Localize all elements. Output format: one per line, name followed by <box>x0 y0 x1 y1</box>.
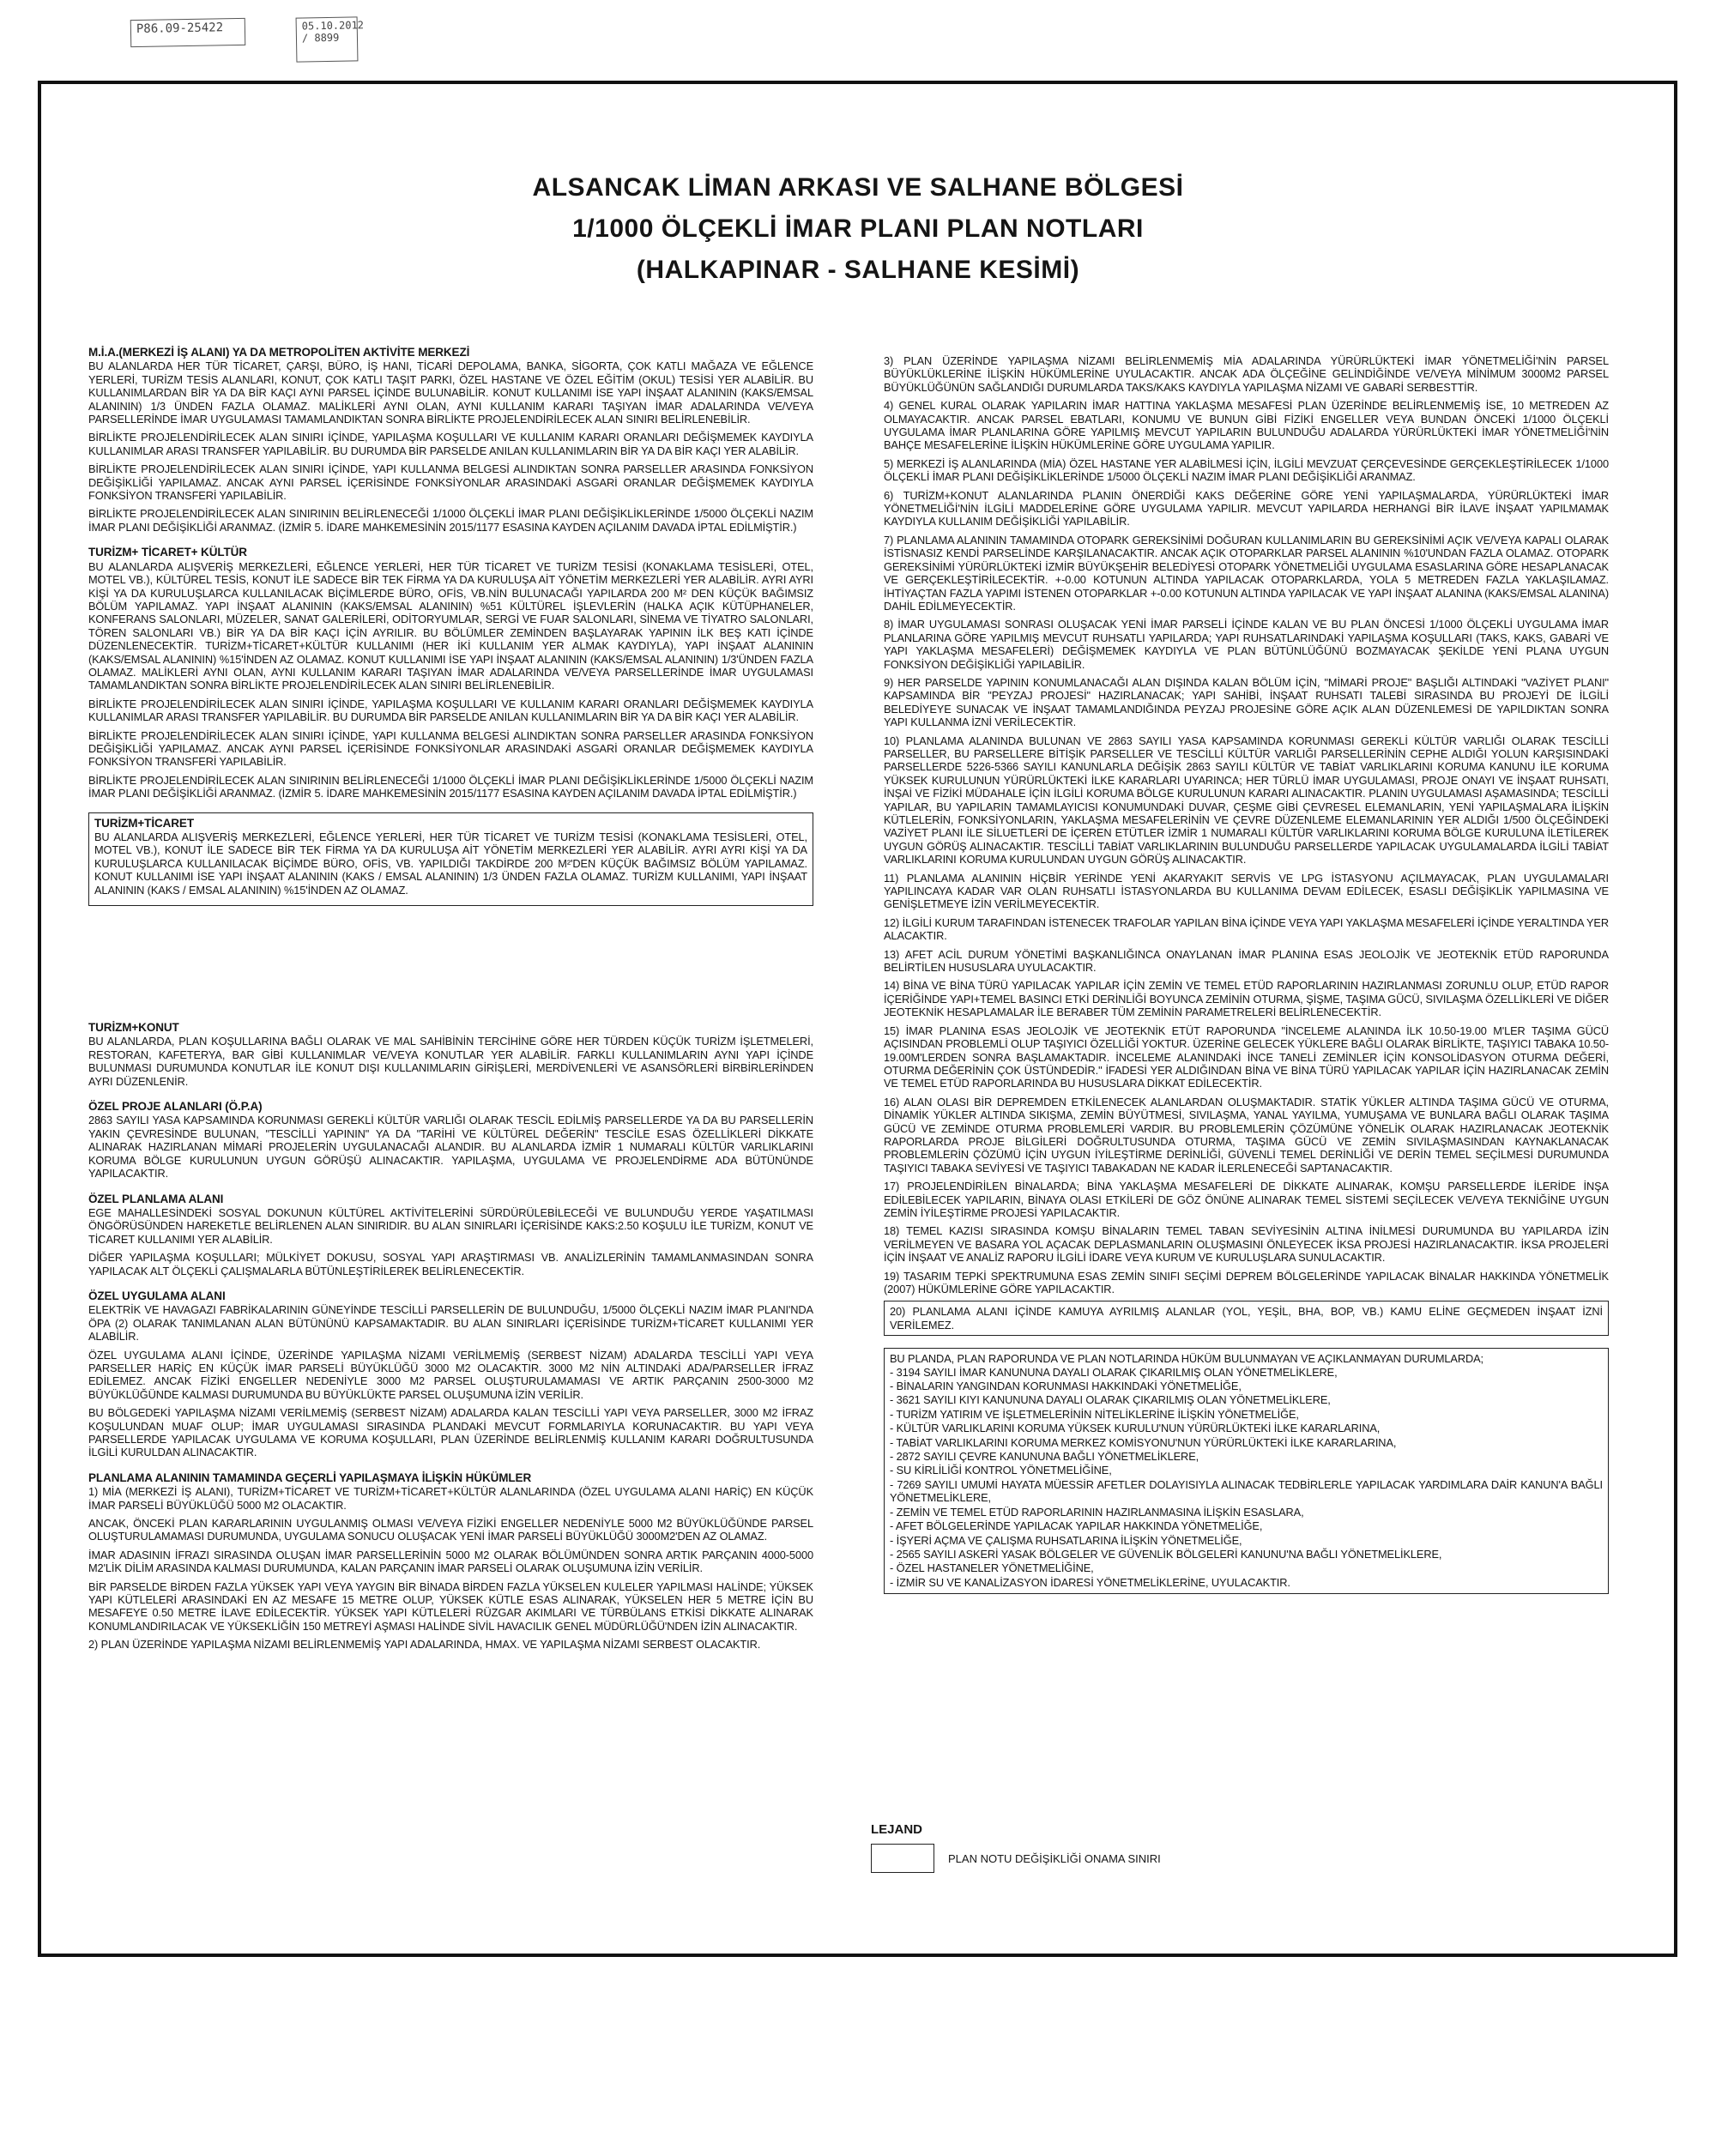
paragraph: ANCAK, ÖNCEKİ PLAN KARARLARININ UYGULANMIŞ OLMASI VE/VEYA FİZİKİ ENGELLER NEDENİYLE 5000 M2 BÜYÜKLÜĞÜNDE PARSEL OLUŞTURULAMAMASI DURUMUNDA, UYGULAMA SONUCU OLUŞACAK YENİ İMAR PARSELİ BÜYÜKLÜĞÜ 3000M2'DEN AZ OLAMAZ. <box>88 1517 813 1543</box>
list-item: - SU KİRLİLİĞİ KONTROL YÖNETMELİĞİNE, <box>890 1464 1112 1477</box>
date-stamp: 05.10.2012 / 8899 <box>296 16 359 62</box>
list-item: - 2872 SAYILI ÇEVRE KANUNUNA BAĞLI YÖNETMELİKLERE, <box>890 1450 1199 1464</box>
section-genel-hukumler <box>88 1471 813 1652</box>
paragraph: DİĞER YAPILAŞMA KOŞULLARI; MÜLKİYET DOKUSU, SOSYAL YAPI ARAŞTIRMASI VB. ANALİZLERİNİN TAMAMLANMASINDAN SONRA YAPILACAK ALT ÖLÇEKLİ ÇALIŞMALARLA BÜTÜNLEŞTİRİLEREK BELİRLENECEKTİR. <box>88 1251 813 1277</box>
plan-note-13: 13) AFET ACİL DURUM YÖNETİMİ BAŞKANLIĞINCA ONAYLANAN İMAR PLANINA ESAS JEOLOJİK VE JEOTEKNİK ETÜD RAPORUNDA BELİRTİLEN HUSUSLARA UYULACAKTIR. <box>884 947 1609 975</box>
plan-note-12: 12) İLGİLİ KURUM TARAFINDAN İSTENECEK TRAFOLAR YAPILAN BİNA İÇİNDE VEYA YAPI YAKLAŞMA MESAFELERİ İÇİNDE YERALTINDA YER ALACAKTIR. <box>884 915 1609 943</box>
plan-note-15: 15) İMAR PLANINA ESAS JEOLOJİK VE JEOTEKNİK ETÜT RAPORUNDA "İNCELEME ALANINDA İLK 10.50-19.00 M'LER TAŞIMA GÜCÜ AÇISINDAN PROBLEMLİ OLUP TAŞIYICI ÖZELLİĞİ YOKTUR. ÜZERİNE GELECEK YÜKLERE BAĞLI OLARAK BİRLİKTE, TAŞIYICI TABAKA 10.50-19.00M'LERDEN SONRA BAŞLAMAKTADIR. İNCELEME ALANINDAKİ İNCE TANELİ ZEMİNLER İÇİN KONSOLİDASYON OTURMA DEĞERİ, OTURMA DEĞERİNİN ÇOK ÜSTÜNDEDİR." İFADESİ YER ALDIĞINDAN BİNA VE BİNA TÜRÜ YAPILACAK YAPILAR İÇİN HAZIRLANACAK ZEMİN VE TEMEL ETÜD RAPORLARINDA BU HUSUSLARA DİKKAT EDİLECEKTİR. <box>884 1024 1609 1090</box>
right-column <box>884 354 1609 1606</box>
section-turizm-ticaret-kultur <box>88 546 813 800</box>
page-title <box>0 167 1716 291</box>
paragraph: BİRLİKTE PROJELENDİRİLECEK ALAN SINIRI İÇİNDE, YAPILAŞMA KOŞULLARI VE KULLANIM KARARI ORANLARI DEĞİŞMEMEK KAYDIYLA KULLANIMLAR ARASI TRANSFER YAPILABİLİR. BU DURUMDA BİR PARSELDE ANILAN KULLANIMLARIN BİR YA DA BİR KAÇI YER ALABİLİR. <box>88 697 813 724</box>
list-item: - ZEMİN VE TEMEL ETÜD RAPORLARININ HAZIRLANMASINA İLİŞKİN ESASLARA, <box>890 1505 1304 1519</box>
plan-note-5: 5) MERKEZİ İŞ ALANLARINDA (MİA) ÖZEL HASTANE YER ALABİLMESİ İÇİN, İLGİLİ MEVZUAT ÇERÇEVESİNDE GERÇEKLEŞTİRİLECEK 1/1000 ÖLÇEKLİ İMAR PLANI DEĞİŞİKLİKLERİNDE 1/5000 ÖLÇEKLİ NAZIM İMAR PLANI DEĞİŞİKLİĞİ ARANMAZ. <box>884 456 1609 484</box>
spacer <box>88 918 813 1021</box>
paragraph: ELEKTRİK VE HAVAGAZI FABRİKALARININ GÜNEYİNDE TESCİLLİ PARSELLERİN DE BULUNDUĞU, 1/5000 ÖLÇEKLİ NAZIM İMAR PLANI'NDA ÖPA (2) OLARAK TANIMLANAN ALAN BÜTÜNÜNÜ KAPSAMAKTADIR. BU ALAN SINIRLARI İÇERİSİNDE TURİZM+TİCARET KULLANIMI YER ALABİLİR. <box>88 1303 813 1344</box>
plan-note-20: 20) PLANLAMA ALANI İÇİNDE KAMUYA AYRILMIŞ ALANLAR (YOL, YEŞİL, BHA, BOP, VB.) KAMU ELİNE GEÇMEDEN İNŞAAT İZNİ VERİLEMEZ. <box>890 1305 1603 1332</box>
section-heading: TURİZM+KONUT <box>88 1021 179 1035</box>
archive-stamp: P86.09-25422 <box>130 18 246 47</box>
paragraph: 2) PLAN ÜZERİNDE YAPILAŞMA NİZAMI BELİRLENMEMİŞ YAPI ADALARINDA, HMAX. VE YAPILAŞMA NİZAMI SERBEST OLACAKTIR. <box>88 1638 761 1652</box>
paragraph: BİR PARSELDE BİRDEN FAZLA YÜKSEK YAPI VEYA YAYGIN BİR BİNADA BİRDEN FAZLA YÜKSELEN KULELER YAPILMASI HALİNDE; YÜKSEK YAPI KÜTLELERİ ARASINDAKİ EN AZ MESAFE 15 METRE OLUP, YÜKSEK KÜTLE ESAS ALINARAK, YÜKSELEN HER 5 METRE İÇİN BU MESAFEYE 0.50 METRE İLAVE EDİLECEKTİR. YÜKSEK YAPI KÜTLELERİ RÜZGAR AKIMLARI VE TÜRBÜLANS ETKİSİ DİKKATE ALINARAK KONUMLANDIRILACAK VE YÜKSEKLİĞİN 150 METREYİ AŞMASI HALİNDE SİVİL HAVACILIK GENEL MÜDÜRLÜĞÜ'NDEN İZİN ALINACAKTIR. <box>88 1579 813 1633</box>
plan-note-19: 19) TASARIM TEPKİ SPEKTRUMUNA ESAS ZEMİN SINIFI SEÇİMİ DEPREM BÖLGELERİNDE YAPILACAK BİNALAR HAKKINDA YÖNETMELİK (2007) HÜKÜMLERİNE GÖRE YAPILACAKTIR. <box>884 1269 1609 1295</box>
paragraph: BİRLİKTE PROJELENDİRİLECEK ALAN SINIRI İÇİNDE, YAPILAŞMA KOŞULLARI VE KULLANIM KARARI ORANLARI DEĞİŞMEMEK KAYDIYLA KULLANIMLAR ARASI TRANSFER YAPILABİLİR. BU DURUMDA BİR PARSELDE ANILAN KULLANIMLARIN BİR YA DA BİR KAÇI YER ALABİLİR. <box>88 431 813 457</box>
paragraph: 2863 SAYILI YASA KAPSAMINDA KORUNMASI GEREKLİ KÜLTÜR VARLIĞI OLARAK TESCİL EDİLMİŞ PARSELLERDE YA DA BU PARSELLERİN YAKIN ÇEVRESİNDE BULUNAN, "TESCİLLİ YAPININ" YA DA "TARİHİ VE KÜLTÜREL DEĞERİN" TESCİLE ESAS ÖZELLİKLERİ DİKKATE ALINARAK HAZIRLANAN MİMARİ PROJELERİN UYGULANACAĞI ALANDIR. BU ALANLARDA İZMİR 1 NUMARALI KÜLTÜR VARLIKLARINI KORUMA BÖLGE KURULUNUN UYGUN GÖRÜŞÜ ALINACAKTIR. YAPILAŞMA, UYGULAMA VE PROJELENDİRME ADA BÜTÜNÜNDE YAPILACAKTIR. <box>88 1114 813 1181</box>
plan-note-7: 7) PLANLAMA ALANININ TAMAMINDA OTOPARK GEREKSİNİMİ DOĞURAN KULLANIMLARIN BU GEREKSİNİMİ AÇIK VE/VEYA KAPALI OLARAK İSTİSNASIZ KENDİ PARSELİNDE KARŞILANACAKTIR. ANCAK AÇIK OTOPARKLAR PARSEL ALANININ %10'UNDAN FAZLA OLAMAZ. OTOPARK GEREKSİNİMİ YÜRÜRLÜKTEKİ İZMİR BÜYÜKŞEHİR BELEDİYESİ OTOPARK YÖNETMELİĞİ UYGULAMA ESASLARINA GÖRE HESAPLANACAK VE GERÇEKLEŞTİRİLECEKTİR. +-0.00 KOTUNUN ALTINDA YAPILACAK OTOPARKLARDA, YOLA 5 METREDEN FAZLA YAKLAŞILAMAZ. İHTİYAÇTAN FAZLA YAPIMI İSTENEN OTOPARKLAR +-0.00 KOTUNUN ALTINDA YAPILACAK VE YAPI İNŞAAT ALANINA (KAKS/EMSAL ALANINA) DAHİL EDİLMEYECEKTİR. <box>884 533 1609 613</box>
regulations-intro: BU PLANDA, PLAN RAPORUNDA VE PLAN NOTLARINDA HÜKÜM BULUNMAYAN VE AÇIKLANMAYAN DURUMLARDA; <box>890 1352 1484 1366</box>
plan-note-18: 18) TEMEL KAZISI SIRASINDA KOMŞU BİNALARIN TEMEL TABAN SEVİYESİNİN ALTINA İNİLMESİ DURUMUNDA BU YAPILARDA İZİN VERİLMEYEN VE BASARA YOL AÇACAK DEPLASMANLARIN OLUŞMASINI ÖNLEYECEK İKSA PROJESİ HAZIRLANACAKTIR. İKSA PROJELERİ İÇİN İNŞAAT VE ANALİZ RAPORU İLGİLİ İDARE VEYA KURUM VE KURULUŞLARA SUNULACAKTIR. <box>884 1224 1609 1265</box>
legend-label: PLAN NOTU DEĞİŞİKLİĞİ ONAMA SINIRI <box>948 1851 1161 1865</box>
list-item: - 7269 SAYILI UMUMİ HAYATA MÜESSİR AFETLER DOLAYISIYLA ALINACAK TEDBİRLERLE YAPILACAK YARDIMLARA DAİR KANUN'A BAĞLI YÖNETMELİKLERE, <box>890 1477 1603 1505</box>
title-line-1: ALSANCAK LİMAN ARKASI VE SALHANE BÖLGESİ <box>532 173 1184 202</box>
legend-title: LEJAND <box>871 1822 923 1837</box>
list-item: - TURİZM YATIRIM VE İŞLETMELERİNİN NİTELİKLERİNE İLİŞKİN YÖNETMELİĞE, <box>890 1407 1299 1421</box>
list-item: - BİNALARIN YANGINDAN KORUNMASI HAKKINDAKİ YÖNETMELİĞE, <box>890 1380 1242 1393</box>
legend-row <box>871 1844 1161 1873</box>
plan-note-17: 17) PROJELENDİRİLEN BİNALARDA; BİNA YAKLAŞMA MESAFELERİ DE DİKKATE ALINARAK, KOMŞU PARSELLERDE İLERİDE İNŞA EDİLEBİLECEK YAPILARIN, BİNAYA OLASI ETKİLERİ DE GÖZ ÖNÜNE ALINARAK TEMEL SİSTEMİ SEÇİLECEK VE/VEYA TEKNİĞİNE UYGUN ZEMİN İYİLEŞTİRME PROJESİ YAPILACAKTIR. <box>884 1180 1609 1219</box>
title-line-3: (HALKAPINAR - SALHANE KESİMİ) <box>636 256 1080 284</box>
section-heading: TURİZM+ TİCARET+ KÜLTÜR <box>88 546 247 559</box>
section-turizm-konut <box>88 1021 813 1088</box>
section-ozel-uygulama-alani <box>88 1289 813 1459</box>
plan-note-10: 10) PLANLAMA ALANINDA BULUNAN VE 2863 SAYILI YASA KAPSAMINDA KORUNMASI GEREKLİ KÜLTÜR VARLIĞI OLARAK TESCİLLİ PARSELLER, BU PARSELLERE BİTİŞİK PARSELLER VE TESCİLLİ KÜLTÜR VARLIĞI PARSELLERİNİN CEPHE ALDIĞI YOLUN KARŞISINDAKİ PARSELLERDE 5226-5366 SAYILI KANUNLARLA DEĞİŞİK 2863 SAYILI KÜLTÜR VE TABİAT VARLIKLARINI KORUMA KANUNU İLE KORUMA YÜKSEK KURULUNUN YÜRÜRLÜKTEKİ İLKE KARARLARI UYARINCA; HER TÜRLÜ İMAR UYGULAMASI, PROJE ONAYI VE İNŞAAT RUHSATI, İNŞAİ VE FİZİKİ MÜDAHALE İÇİN İLGİLİ KORUMA BÖLGE KURULUNUN KARARI ALINACAKTIR. PLANIN UYGULAMASI AŞAMASINDA; TESCİLLİ YAPILAR, BU YAPILARIN TAMAMLAYICISI KONUMUNDAKİ DUVAR, ÇEŞME GİBİ ÇEVRESEL ELEMANLARIN, YENİ YAPILAŞMALARA İLİŞKİN KÜTLELERİN, FONKSİYONLARIN, YAKLAŞMA MESAFELERİNİN VE ÇEVRE DÜZENLEME ELEMANLARININ YER ALDIĞI 1/500 ÖLÇEĞİNDEKİ VAZİYET PLANI İLE SİLUETLERİ DE İÇEREN ETÜTLER İZMİR 1 NUMARALI KÜLTÜR VARLIKLARINI KORUMA BÖLGE KURULUNA İLETİLEREK UYGUN GÖRÜŞ ALINACAKTIR. TESCİLLİ TABİAT VARLIKLARININ BULUNDUĞU PARSELLERDE YAPILACAK UYGULAMALARDA İLGİLİ TABİAT VARLIKLARINI KORUMA KURULUNDAN UYGUN GÖRÜŞ ALINACAKTIR. <box>884 734 1609 867</box>
boundary-swatch-icon <box>871 1844 934 1873</box>
paragraph: İMAR ADASININ İFRAZI SIRASINDA OLUŞAN İMAR PARSELLERİNİN 5000 M2 OLARAK BÖLÜMÜNDEN SONRA ARTIK PARÇANIN 4000-5000 M2'LİK DİLİM ARASINDA KALMASI DURUMUNDA, KALAN PARÇANIN İMAR PARSELİ OLARAK OLUŞUMUNA İZİN VERİLİR. <box>88 1548 813 1575</box>
plan-note-8: 8) İMAR UYGULAMASI SONRASI OLUŞACAK YENİ İMAR PARSELİ İÇİNDE KALAN VE BU PLAN ÖNCESİ 1/1000 ÖLÇEKLİ UYGULAMA İMAR PLANLARINA GÖRE YAPILMIŞ MEVCUT RUHSATLI YAPILARDA; YAPI RUHSATLARINDAKİ YAPILAŞMA KOŞULLARI (TAKS, KAKS, GABARİ VE YAPI YAKLAŞMA MESAFELERİ) DEĞİŞMEMEK KAYDIYLA VE PLAN BÜTÜNLÜĞÜNÜ BOZMAYACAK ŞEKİLDE YENİ PLANA UYGUN FONKSİYON DEĞİŞİKLİĞİ YAPILABİLİR. <box>884 618 1609 671</box>
list-item: - 2565 SAYILI ASKERİ YASAK BÖLGELER VE GÜVENLİK BÖLGELERİ KANUNU'NA BAĞLI YÖNETMELİKLERE, <box>890 1547 1442 1561</box>
section-heading: M.İ.A.(MERKEZİ İŞ ALANI) YA DA METROPOLİTEN AKTİVİTE MERKEZİ <box>88 346 470 359</box>
section-mia <box>88 346 813 534</box>
section-ozel-planlama-alani <box>88 1193 813 1277</box>
paragraph: BİRLİKTE PROJELENDİRİLECEK ALAN SINIRININ BELİRLENECEĞİ 1/1000 ÖLÇEKLİ İMAR PLANI DEĞİŞİKLİKLERİNDE 1/5000 ÖLÇEKLİ NAZIM İMAR PLANI DEĞİŞİKLİĞİ ARANMAZ. (İZMİR 5. İDARE MAHKEMESİNİN 2015/1177 ESASINA KAYDEN AÇILANIM DAVADA İPTAL EDİLMİŞTİR.) <box>88 773 813 800</box>
plan-note-14: 14) BİNA VE BİNA TÜRÜ YAPILACAK YAPILAR İÇİN ZEMİN VE TEMEL ETÜD RAPORLARININ HAZIRLANMASI ZORUNLU OLUP, ETÜD RAPOR İÇERİĞİNDE YAPI+TEMEL BASINCI ETKİ DERİNLİĞİ BOYUNCA ZEMİNİN OTURMA, ŞİŞME, TAŞIMA GÜCÜ, SIVILAŞMA ÖZELLİKLERİ VE DİĞER JEOTEKNİK HESAPLAMALAR İLE BERABER TÜM ZEMİNİN PARAMETRELERİ BELİRLENECEKTİR. <box>884 979 1609 1019</box>
paragraph: BU ALANLARDA ALIŞVERİŞ MERKEZLERİ, EĞLENCE YERLERİ, HER TÜR TİCARET VE TURİZM TESİSİ (KONAKLAMA TESİSLERİ, OTEL, MOTEL VB.), KÜLTÜREL TESİS, KONUT İLE SADECE BİR TEK FİRMA YA DA KURULUŞA AİT YÖNETİM MERKEZLERİ YER ALABİLİR. AYRI AYRI KİŞİ YA DA KURULUŞLARCA KULLANILACAK BİÇİMLERDE BÜRO, OFİS, VB.NİN BULUNACAĞI YAPILARDA 200 M² DEN KÜÇÜK BAĞIMSIZ BÖLÜM YAPILAMAZ. YAPI İNŞAAT ALANININ (KAKS/EMSAL ALANININ) %51 KÜLTÜREL İŞLEVLERİN (HALKA AÇIK KÜTÜPHANELER, KONFERANS SALONLARI, MÜZELER, SANAT GALERİLERİ, ODİTORYUMLAR, SERGİ VE FUAR SALONLARI, SİNEMA VE TİYATRO SALONLARI, TÖREN SALONLARI VB.) BİR YA DA BİR KAÇI İÇİN AYRILIR. BU BÖLÜMLER ZEMİNDEN BAŞLAYARAK YAPININ İLK BEŞ KATI İÇİNDE DÜZENLENECEKTİR. TURİZM+TİCARET+KÜLTÜR KULLANIMI (HER İKİ KULLANIM YER ALMAK KAYDIYLA), YAPI İNŞAAT ALANININ (KAKS/EMSAL ALANININ) %15'İNDEN AZ OLAMAZ. KONUT KULLANIMI İSE YAPI İNŞAAT ALANININ (KAKS/EMSAL ALANININ) 1/3'ÜNDEN FAZLA OLAMAZ. MALİKLERİ AYNI OLAN, AYNI KULLANIM KARARI TAŞIYAN İMAR ADALARINDA VE/VEYA PARSELLERİNDE İMAR UYGULAMASI TAMAMLANDIKTAN SONRA BİRLİKTE PROJELENDİRİLECEK ALAN SINIRI BELİRLENEBİLİR. <box>88 559 813 692</box>
section-heading: ÖZEL PLANLAMA ALANI <box>88 1192 224 1205</box>
plan-note-9: 9) HER PARSELDE YAPININ KONUMLANACAĞI ALAN DIŞINDA KALAN BÖLÜM İÇİN, "MİMARİ PROJE" BAŞLIĞI ALTINDAKİ "VAZİYET PLANI" KAPSAMINDA BİR "PEYZAJ PROJESİ" HAZIRLANACAK; YAPI SAHİBİ, İNŞAAT RUHSATI TALEBİ SIRASINDA BU PROJEYİ DE İLGİLİ BELEDİYEYE SUNACAK VE İNŞAAT TAMAMLANDIĞINDA PEYZAJ PROJESİNE GÖRE AÇIK ALAN DÜZENLEMESİ DE YAPILDIKTAN SONRA YAPI KULLANMA İZNİ VERİLECEKTİR. <box>884 675 1609 729</box>
paragraph: ÖZEL UYGULAMA ALANI İÇİNDE, ÜZERİNDE YAPILAŞMA NİZAMI VERİLMEMİŞ (SERBEST NİZAM) ADALARDA TESCİLLİ YAPI VEYA PARSELLER HARİÇ EN KÜÇÜK İMAR PARSELİ BÜYÜKLÜĞÜ 3000 M2 OLACAKTIR. 3000 M2 NİN ALTINDAKİ ADA/PARSELLER İFRAZ EDİLEMEZ. ANCAK FİZİKİ ENGELLER NEDENİYLE 3000 M2 PARSEL OLUŞTURULAMAMASI VE ARTIK PARÇANIN 2500-3000 M2 BÜYÜKLÜĞÜNDE KALMASI DURUMUNDA BU BÜYÜKLÜKTE PARSEL OLUŞUMUNA İZİN VERİLİR. <box>88 1348 813 1401</box>
paragraph: 1) MİA (MERKEZİ İŞ ALANI), TURİZM+TİCARET VE TURİZM+TİCARET+KÜLTÜR ALANLARINDA (ÖZEL UYGULAMA ALANI HARİÇ) EN KÜÇÜK İMAR PARSELİ BÜYÜKLÜĞÜ 5000 M2 OLACAKTIR. <box>88 1485 813 1512</box>
section-ozel-proje-alanlari <box>88 1100 813 1180</box>
paragraph: BU BÖLGEDEKİ YAPILAŞMA NİZAMI VERİLMEMİŞ (SERBEST NİZAM) ADALARDA KALAN TESCİLLİ YAPI VEYA PARSELLER, 3000 M2 İFRAZ KOŞULUNDAN MUAF OLUP; İMAR UYGULAMASI SIRASINDA PLANDAKİ MEVCUT FORMLARIYLA KORUNACAKTIR. BU YAPI VEYA PARSELLERDE YAPILACAK UYGULAMA VE KORUMA KOŞULLARI, PLAN ÜZERİNDE BELİRLENMİŞ KULLANIM KARARI DOĞRULTUSUNDA İLGİLİ KURULDAN ALINACAKTIR. <box>88 1406 813 1459</box>
paragraph: EGE MAHALLESİNDEKİ SOSYAL DOKUNUN KÜLTÜREL AKTİVİTELERİNİ SÜRDÜRÜLEBİLECEĞİ VE BULUNDUĞU YERDE YAŞATILMASI ÖNGÖRÜSÜNDEN HAREKETLE BELİRLENEN ALAN SINIRIDIR. BU ALAN SINIRLARI İÇERİSİNDE KAKS:2.50 KOŞULU İLE TURİZM, KONUT VE TİCARET KULLANIMI YER ALABİLİR. <box>88 1205 813 1246</box>
paragraph: BİRLİKTE PROJELENDİRİLECEK ALAN SINIRININ BELİRLENECEĞİ 1/1000 ÖLÇEKLİ İMAR PLANI DEĞİŞİKLİKLERİNDE 1/5000 ÖLÇEKLİ NAZIM İMAR PLANI DEĞİŞİKLİĞİ ARANMAZ. (İZMİR 5. İDARE MAHKEMESİNİN 2015/1177 ESASINA KAYDEN AÇILANIM DAVADA İPTAL EDİLMİŞTİR.) <box>88 507 813 534</box>
list-item: - ÖZEL HASTANELER YÖNETMELİĞİNE, <box>890 1561 1094 1575</box>
plan-note-6: 6) TURİZM+KONUT ALANLARINDA PLANIN ÖNERDİĞİ KAKS DEĞERİNE GÖRE YENİ YAPILAŞMALARDA, YÜRÜRLÜKTEKİ İMAR YÖNETMELİĞİ'NİN İLGİLİ MADDELERİNE GÖRE UYGULAMA YAPILIR. MEVCUT YAPILARDA HERHANGİ BİR İLAVE İNŞAAT YAPILMAMAK KAYDIYLA KULLANIM DEĞİŞİKLİĞİ YAPILABİLİR. <box>884 488 1609 528</box>
plan-note-16: 16) ALAN OLASI BİR DEPREMDEN ETKİLENECEK ALANLARDAN OLUŞMAKTADIR. STATİK YÜKLER ALTINDA TAŞIMA GÜCÜ VE OTURMA, DİNAMİK YÜKLER ALTINDA SIKIŞMA, ZEMİN BÜYÜTMESİ, SIVILAŞMA, YANAL YAYILMA, YUMUŞAMA VE BUNLARA BAĞLI OLARAK TAŞIMA GÜCÜ VE ZEMİNDE OTURMA PROBLEMLERİ VARDIR. BU PROBLEMLERİN ÇÖZÜMÜNE YÖNELİK OLARAK HAZIRLANACAK JEOTEKNİK RAPORLARDA PROJE BİLGİLERİ DOĞRULTUSUNDA OTURMA, TAŞIMA GÜCÜ VE ZEMİN SIVILAŞMASINDAN KAYNAKLANACAK PROBLEMLERİN ÇÖZÜMÜ İÇİN UYGUN İYİLEŞTİRME DERİNLİĞİ, GÜVENLİ TEMEL DERİNLİĞİ VE DERİN TEMEL SEÇİLMESİ DURUMUNDA TAŞIYICI TABAKA SEVİYESİ VE TAŞIYICI TABAKADAN NE KADAR İLERLENECEĞİ SAPTANACAKTIR. <box>884 1095 1609 1175</box>
regulations-box <box>884 1348 1609 1594</box>
paragraph: BU ALANLARDA, PLAN KOŞULLARINA BAĞLI OLARAK VE MAL SAHİBİNİN TERCİHİNE GÖRE HER TÜRDEN KÜÇÜK TURİZM İŞLETMELERİ, RESTORAN, KAFETERYA, BAR GİBİ KULLANIMLAR VE/VEYA KONUTLAR YER ALABİLİR. FARKLI KULLANIMLARIN AYNI YAPI İÇİNDE BULUNMASI DURUMUNDA KONUTLAR İLE KONUT DIŞI KULLANIMLARIN GİRİŞLERİ, MERDİVENLERİ VE ASANSÖRLERİ BİRBİRLERİNDEN AYRI DÜZENLENİR. <box>88 1035 813 1088</box>
plan-note-4: 4) GENEL KURAL OLARAK YAPILARIN İMAR HATTINA YAKLAŞMA MESAFESİ PLAN ÜZERİNDE BELİRLENMEMİŞ İSE, 10 METREDEN AZ OLMAYACAKTIR. ANCAK PARSEL EBATLARI, KONUMU VE BUNUN GİBİ FİZİKİ ENGELLER VEYA BUNDAN ÖNCEKİ 1/1000 ÖLÇEKLİ UYGULAMA İMAR PLANLARINA GÖRE YAPILMIŞ MEVCUT YAPILARIN BULUNDUĞU ADALARDA YÜRÜRLÜKTEKİ İMAR YÖNETMELİĞİ'NİN BAHÇE MESAFELERİNE İLİŞKİN HÜKÜMLERİNE GÖRE UYGULAMA YAPILIR. <box>884 399 1609 452</box>
regulations-list <box>890 1366 1603 1590</box>
paragraph: BU ALANLARDA ALIŞVERİŞ MERKEZLERİ, EĞLENCE YERLERİ, HER TÜR TİCARET VE TURİZM TESİSİ (KONAKLAMA TESİSLERİ, OTEL, MOTEL VB.), KONUT İLE SADECE BİR TEK FİRMA YA DA KURULUŞA AİT YÖNETİM MERKEZLERİ YER ALABİLİR. AYRI AYRI KİŞİ YA DA KURULUŞLARCA KULLANILACAK BİÇİMDE BÜRO, OFİS, VB. YAPILDIĞI TAKDİRDE 200 M²'DEN KÜÇÜK BAĞIMSIZ BÖLÜM YAPILAMAZ. KONUT KULLANIMI İSE YAPI İNŞAAT ALANININ (KAKS / EMSAL ALANININ) 1/3 ÜNDEN FAZLA OLAMAZ. TURİZM KULLANIMI, YAPI İNŞAAT ALANININ (KAKS / EMSAL ALANININ) %15'İNDEN AZ OLAMAZ. <box>94 830 807 897</box>
section-heading: PLANLAMA ALANININ TAMAMINDA GEÇERLİ YAPILAŞMAYA İLİŞKİN HÜKÜMLER <box>88 1471 532 1484</box>
section-heading: TURİZM+TİCARET <box>94 816 194 830</box>
list-item: - TABİAT VARLIKLARINI KORUMA MERKEZ KOMİSYONU'NUN YÜRÜRLÜKTEKİ İLKE KARARLARINA, <box>890 1435 1397 1449</box>
plan-note-3: 3) PLAN ÜZERİNDE YAPILAŞMA NİZAMI BELİRLENMEMİŞ MİA ADALARINDA YÜRÜRLÜKTEKİ İMAR YÖNETMELİĞİ'NİN PARSEL BÜYÜKLÜKLERİNE İLİŞKİN HÜKÜMLERİNE UYULACAKTIR. ANCAK ADA ÖLÇEĞİNE GELİNDİĞİNDE VE/VEYA MİNİMUM 3000M2 PARSEL BÜYÜKLÜĞÜNÜN SAĞLANDIĞI DURUMLARDA TAKS/KAKS KAYDIYLA YAPILAŞMA NİZAMI VE GABARİ SERBESTTİR. <box>884 354 1609 394</box>
list-item: - AFET BÖLGELERİNDE YAPILACAK YAPILAR HAKKINDA YÖNETMELİĞE, <box>890 1519 1263 1533</box>
list-item: - İŞYERİ AÇMA VE ÇALIŞMA RUHSATLARINA İLİŞKİN YÖNETMELİĞE, <box>890 1533 1242 1547</box>
list-item: - KÜLTÜR VARLIKLARINI KORUMA YÜKSEK KURULU'NUN YÜRÜRLÜKTEKİ İLKE KARARLARINA, <box>890 1422 1381 1435</box>
left-column <box>88 346 813 1664</box>
list-item: - 3194 SAYILI İMAR KANUNUNA DAYALI OLARAK ÇIKARILMIŞ OLAN YÖNETMELİKLERE, <box>890 1365 1338 1379</box>
legend <box>871 1822 1161 1873</box>
section-turizm-ticaret-boxed <box>88 812 813 906</box>
section-heading: ÖZEL PROJE ALANLARI (Ö.P.A) <box>88 1100 263 1114</box>
paragraph: BU ALANLARDA HER TÜR TİCARET, ÇARŞI, BÜRO, İŞ HANI, TİCARİ DEPOLAMA, BANKA, SİGORTA, ÇOK KATLI MAĞAZA VE EĞLENCE YERLERİ, TURİZM TESİS ALANLARI, KONUT, ÇOK KATLI TAŞIT PARKI, ÖZEL HASTANE VE ÖZEL EĞİTİM (OKUL) TESİSİ YER ALABİLİR. BU KULLANIMLARDAN BİR YA DA BİR KAÇI AYNI PARSEL İÇİNDE BULUNABİLİR. KONUT KULLANIMI İSE YAPI İNŞAAT ALANININ (KAKS/EMSAL ALANININ) 1/3 ÜNDEN FAZLA OLAMAZ. MALİKLERİ AYNI OLAN, AYNI KULLANIM KARARI TAŞIYAN İMAR ADALARINDA VE/VEYA PARSELLERİNDE İMAR UYGULAMASI TAMAMLANDIKTAN SONRA BİRLİKTE PROJELENDİRİLECEK ALAN SINIRI BELİRLENEBİLİR. <box>88 359 813 426</box>
title-line-2: 1/1000 ÖLÇEKLİ İMAR PLANI PLAN NOTLARI <box>572 214 1144 243</box>
paragraph: BİRLİKTE PROJELENDİRİLECEK ALAN SINIRI İÇİNDE, YAPI KULLANMA BELGESİ ALINDIKTAN SONRA PARSELLER ARASINDA FONKSİYON DEĞİŞİKLİĞİ YAPILAMAZ. ANCAK AYNI PARSEL İÇERİSİNDE FONKSİYONLAR ARASINDAKİ ASGARİ ORANLAR DEĞİŞMEMEK KAYDIYLA FONKSİYON TRANSFERİ YAPILABİLİR. <box>88 728 813 769</box>
plan-note-11: 11) PLANLAMA ALANININ HİÇBİR YERİNDE YENİ AKARYAKIT SERVİS VE LPG İSTASYONU AÇILMAYACAK, PLAN UYGULAMALARI YAPILINCAYA KADAR VAR OLAN RUHSATLI İSTASYONLARDA BU KULLANIMA DEVAM EDİLECEK, ESASLI DEĞİŞİKLİK YAPILMASINA VE GENİŞLETMEYE İZİN VERİLMEYECEKTİR. <box>884 871 1609 911</box>
plan-note-20-box <box>884 1301 1609 1336</box>
list-item: - 3621 SAYILI KIYI KANUNUNA DAYALI OLARAK ÇIKARILMIŞ OLAN YÖNETMELİKLERE, <box>890 1393 1331 1407</box>
list-item: - İZMİR SU VE KANALİZASYON İDARESİ YÖNETMELİKLERİNE, UYULACAKTIR. <box>890 1575 1290 1589</box>
paragraph: BİRLİKTE PROJELENDİRİLECEK ALAN SINIRI İÇİNDE, YAPI KULLANMA BELGESİ ALINDIKTAN SONRA PARSELLER ARASINDA FONKSİYON DEĞİŞİKLİĞİ YAPILAMAZ. ANCAK AYNI PARSEL İÇERİSİNDE FONKSİYONLAR ARASINDAKİ ASGARİ ORANLAR DEĞİŞMEMEK KAYDIYLA FONKSİYON TRANSFERİ YAPILABİLİR. <box>88 462 813 503</box>
section-heading: ÖZEL UYGULAMA ALANI <box>88 1289 226 1302</box>
